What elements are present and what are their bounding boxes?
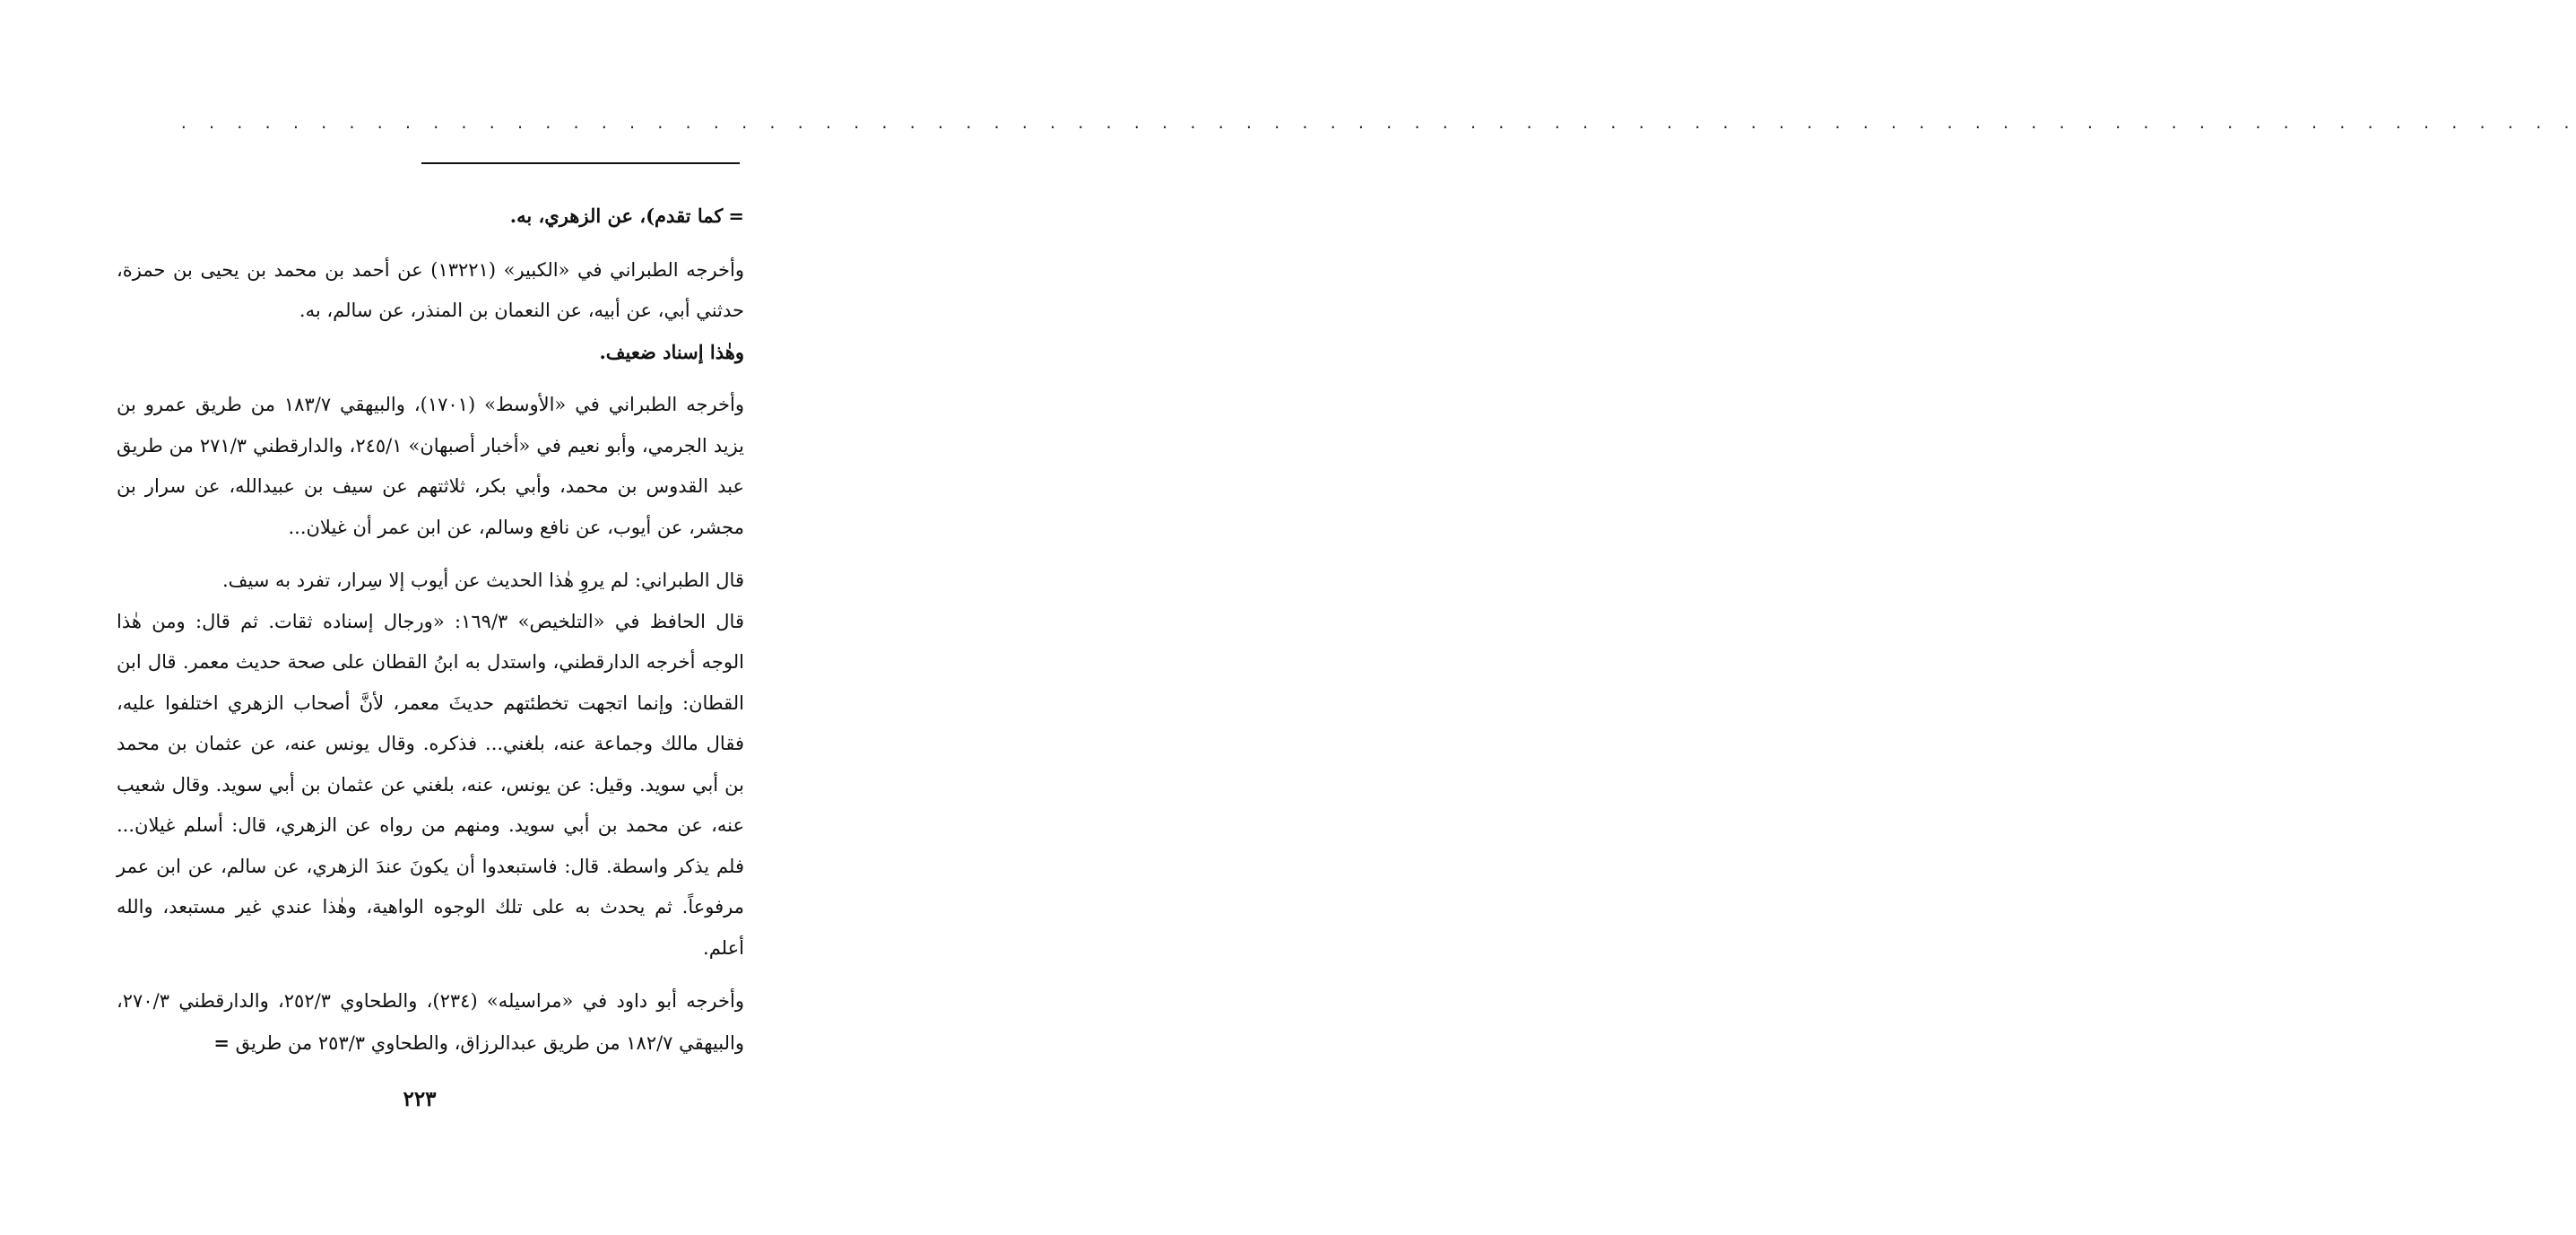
continuation-line [117,196,744,238]
paragraph-tabarani-qal: قال الطبراني: لم يروِ هٰذا الحديث عن أيوب إلا سِرار، تفرد به سيف. [221,570,744,591]
dotted-separator: . . . . . . . . . . . . . . . . . . . . . . . . . . . . . . . . . . . . . . . . . . . . . . . . . . . . . . . . . . . . . . . . . . . . . . . . . . . . . . . . . . . . . . [179,115,2576,132]
continuation-text: كما تقدم)، عن الزهري، به. [509,204,724,227]
weak-isnad-note: وهٰذا إسناد ضعيف. [599,340,744,363]
continuation-mark: = [728,204,744,227]
paragraph-tabarani-kabir: وأخرجه الطبراني في «الكبير» (١٣٢٢١) عن أحمد بن محمد بن يحيى بن حمزة، حدثني أبي، عن أبيه، عن النعمان بن المنذر، عن سالم، به. [117,258,744,321]
paragraph-awsat: وأخرجه الطبراني في «الأوسط» (١٧٠١)، والبيهقي ١٨٣/٧ من طريق عمرو بن يزيد الجرمي، وأبو نعيم في «أخبار أصبهان» ٢٤٥/١، والدارقطني ٢٧١/٣ من طريق عبد القدوس بن محمد، وأبي بكر، ثلاثتهم عن سيف بن عبيدالله، عن سرار بن مجشر، عن أيوب، عن نافع وسالم، عن ابن عمر أن غيلان... [117,394,745,538]
paragraph-hafiz: قال الحافظ في «التلخيص» ١٦٩/٣: «ورجال إسناده ثقات. ثم قال: ومن هٰذا الوجه أخرجه الدارقطني، واستدل به ابنُ القطان على صحة حديث معمر. قال ابن القطان: وإنما اتجهت تخطئتهم حديثَ معمر، لأنَّ أصحاب الزهري اختلفوا عليه، فقال مالك وجماعة عنه، بلغني... فذكره. وقال يونس عنه، عن عثمان بن محمد بن أبي سويد. وقيل: عن يونس، عنه، بلغني عن عثمان بن أبي سويد. وقال شعيب عنه، عن محمد بن أبي سويد. ومنهم من رواه عن الزهري، قال: أسلم غيلان... فلم يذكر واسطة. قال: فاستبعدوا أن يكونَ عندَ الزهري، عن سالم، عن ابن عمر مرفوعاً. ثم يحدث به على تلك الوجوه الواهية، وهٰذا عندي غير مستبعد، والله أعلم. [117,610,744,959]
footnote-body [117,196,744,1064]
end-continuation-mark: = [213,1031,230,1054]
paragraph-abu-dawud [117,981,744,1064]
page-number: ٢٢٣ [403,1087,437,1111]
footnote-rule [421,162,740,164]
abu-dawud-text: وأخرجه أبو داود في «مراسيله» (٢٣٤)، والطحاوي ٢٥٢/٣، والدارقطني ٢٧٠/٣، والبيهقي ١٨٢/٧ من طريق عبدالرزاق، والطحاوي ٢٥٣/٣ من طريق [117,990,744,1054]
